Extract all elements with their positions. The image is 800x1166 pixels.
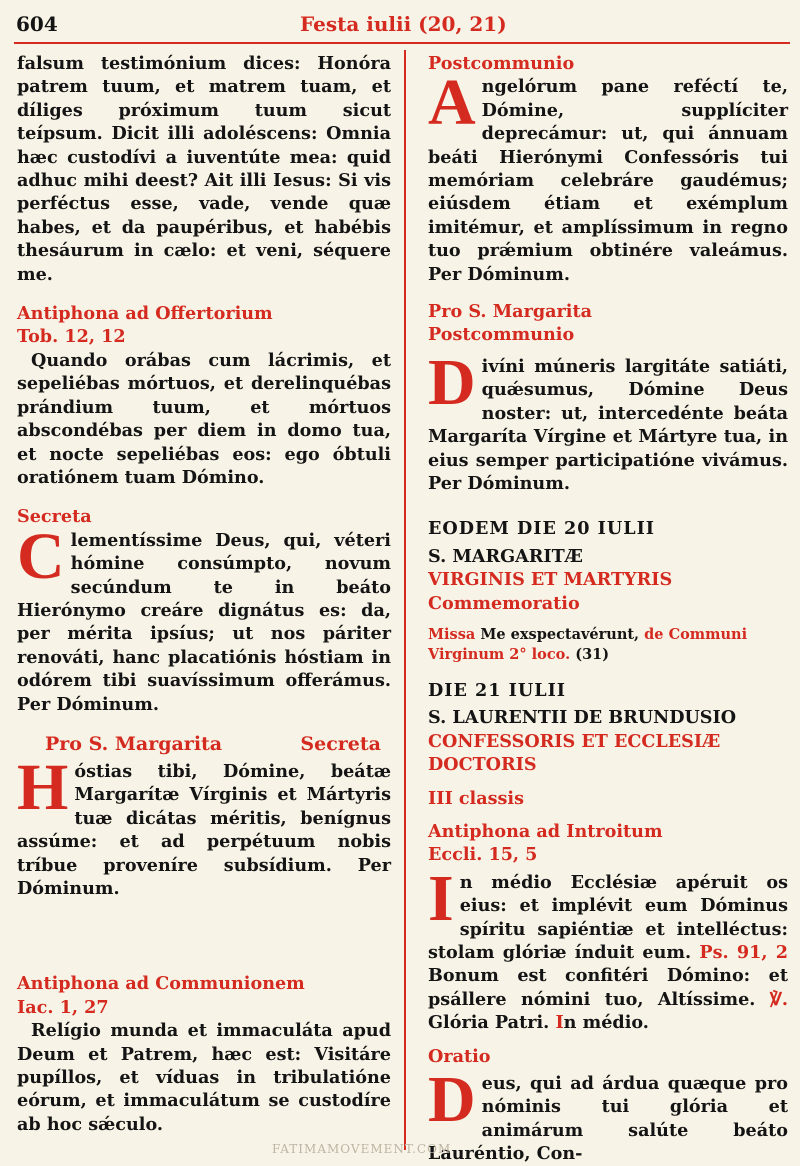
header-rule — [14, 42, 790, 44]
margarita-title: S. MARGARITÆ — [428, 545, 583, 567]
pro-margarita-heading: Pro S. Margarita — [428, 301, 593, 323]
missa-incipit: Me exspectavérunt, — [480, 625, 640, 643]
margarita-subtitle: VIRGINIS ET MARTYRIS — [428, 569, 673, 591]
oratio-heading: Oratio — [428, 1045, 491, 1067]
offertory-reference: Tob. 12, 12 — [17, 326, 126, 348]
oratio-body: eus, qui ad árdua quæque pro nóminis tui glória et animárum salúte beáto Lauréntio, Con- — [428, 1073, 788, 1165]
secreta-text — [17, 519, 391, 716]
laurentius-title: S. LAURENTII DE BRUNDUSIO — [428, 707, 737, 729]
drop-cap-i: I — [428, 861, 454, 935]
margarita-postcommunio-heading: Postcommunio — [428, 324, 575, 346]
repeat-initial: I — [555, 1012, 564, 1034]
right-column — [428, 52, 788, 1166]
drop-cap-h: H — [17, 750, 69, 824]
drop-cap-a: A — [428, 66, 476, 140]
communion-heading: Antiphona ad Communionem — [17, 973, 305, 995]
postcommunio-heading: Postcommunio — [428, 53, 575, 74]
margarita-secreta-heading — [17, 732, 391, 756]
missa-label: Missa — [428, 625, 476, 643]
introit-body: n médio Ecclésiæ apéruit os eius: et implévit eum Dóminus spíritu sapiéntiæ et intelléctus: stolam glóriæ índuit eum. — [428, 871, 788, 963]
introit-reference: Eccli. 15, 5 — [428, 844, 538, 866]
margarita-post-body: ivíni múneris largitáte satiáti, quǽsumus, Dómine Deus noster: ut, intercedénte beáta Margaríta Vírgine et Mártyre tua, in eius semper participatióne vivámus. Per Dóminum. — [428, 355, 788, 494]
communion-text: Relígio munda et immaculáta apud Deum et Patrem, hæc est: Visitáre pupíllos, et víduas in tribulatióne eórum, et immaculátum se custodíre ab hoc sǽculo. — [17, 1020, 391, 1135]
running-title: Festa iulii (20, 21) — [300, 12, 507, 36]
missa-de-communi: de Communi Virginum 2° loco. — [428, 625, 748, 663]
secreta-body: lementíssime Deus, qui, véteri hómine consúmpto, novum secúndum te in beáto Hierónymo creáre dignátus es: da, per mérita ipsíus; ut nos páriter renováti, hanc placatiónis hóstiam in odórem tibi suavíssimum offerámus. Per Dóminum. — [17, 529, 391, 715]
die-21: DIE 21 IULII — [428, 679, 567, 701]
watermark: FATIMAMOVEMENT.COM — [272, 1142, 452, 1156]
missa-line — [428, 625, 788, 665]
commemoratio: Commemoratio — [428, 592, 580, 614]
communion-reference: Iac. 1, 27 — [17, 996, 109, 1018]
introit-psalm-ref: Ps. 91, 2 — [699, 942, 788, 963]
gospel-ending: falsum testimónium dices: Honóra patrem tuum, et matrem tuam, et díliges próximum tuum sicut teípsum. Dicit illi adoléscens: Omnia hæc custodívi a iuventúte mea: quid adhuc mihi deest? Ait illi Iesus: Si vis perféctus esse, vade, vende quæ habes, et da paupéribus, et habébis thesáurum in cælo: et veni, séquere me. — [17, 53, 391, 285]
offertory-text: Quando orábas cum lácrimis, et sepeliébas mórtuos, et derelinquébas prándium tuum, et mórtuos abscondébas per diem in domo tua, et nocte sepeliébas eos: ego óbtuli oratiónem tuam Dómino. — [17, 349, 391, 488]
oratio-text — [428, 1063, 788, 1166]
postcommunio-body: ngelórum pane reféctí te, Dómine, supplíciter deprecámur: ut, qui ánnuam beáti Hierónymi Confessóris tui memóriam celebráre gaudémus; eiúsdem étiam et exémplum imitémur, et amplíssimum in regno tuo prǽmium obtinére valeámus. Per Dóminum. — [428, 76, 788, 285]
introit-psalm-text: Bonum est confitéri Dómino: et psállere nómini tuo, Altíssime. — [428, 965, 788, 1010]
gloria-patri: Glória Patri. — [428, 1012, 550, 1034]
page-header — [0, 0, 800, 44]
repeat-text: n médio. — [563, 1012, 649, 1034]
classis: III classis — [428, 787, 525, 809]
margarita-secreta-body: óstias tibi, Dómine, beátæ Margarítæ Vírginis et Mártyris tuæ dicátas méritis, benígnus assúme: et ad perpétuum nobis tríbue proveníre subsídium. Per Dóminum. — [17, 760, 391, 899]
margarita-post-text — [428, 345, 788, 495]
postcommunio-text — [428, 66, 788, 286]
left-column — [17, 52, 391, 1136]
offertory-heading: Antiphona ad Offertorium — [17, 303, 273, 325]
drop-cap-d2: D — [428, 1063, 476, 1137]
secreta-label: Secreta — [300, 732, 381, 755]
versicle-symbol: ℣. — [769, 988, 788, 1010]
column-divider — [404, 50, 406, 1150]
margarita-secreta-text — [17, 750, 391, 900]
drop-cap-c: C — [17, 519, 65, 593]
missa-number: (31) — [575, 645, 610, 663]
introit-heading: Antiphona ad Introitum — [428, 820, 663, 842]
secreta-heading: Secreta — [17, 506, 92, 528]
laurentius-subtitle-2: DOCTORIS — [428, 754, 537, 776]
drop-cap-d: D — [428, 345, 476, 419]
laurentius-subtitle-1: CONFESSORIS ET ECCLESIÆ — [428, 730, 721, 752]
page-number: 604 — [16, 12, 58, 36]
pro-margarita-label: Pro S. Margarita — [45, 732, 223, 755]
introit-text — [428, 861, 788, 1035]
eodem-die: EODEM DIE 20 IULII — [428, 518, 656, 540]
